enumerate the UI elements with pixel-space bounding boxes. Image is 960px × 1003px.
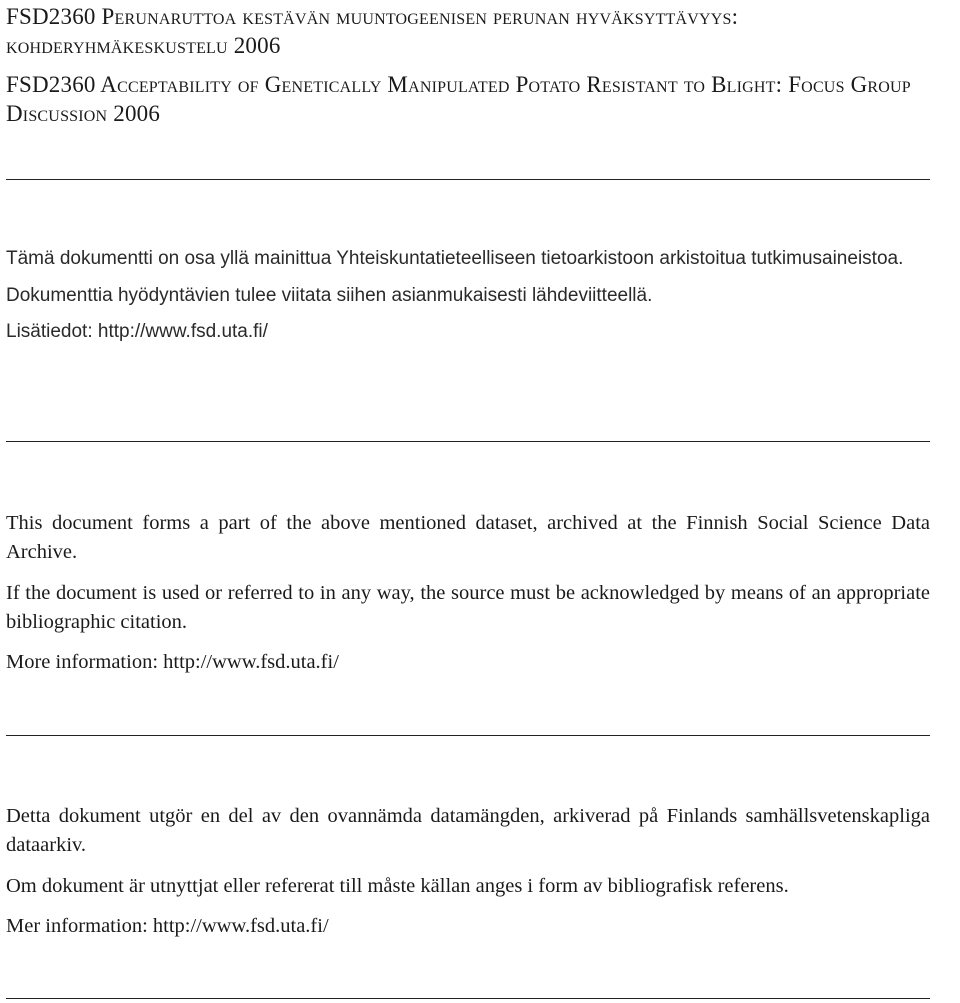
swedish-notice-paragraph: Detta dokument utgör en del av den ovannämda datamängden, arkiverad på Finlands samhällsvetenskapliga dataarkiv. <box>6 805 930 856</box>
divider-fi-en <box>6 441 930 442</box>
finnish-notice-paragraph: Tämä dokumentti on osa yllä mainittua Yhteiskuntatieteelliseen tietoarkistoon arkistoitua tutkimusaineistoa. <box>6 248 904 269</box>
divider-top <box>6 179 930 180</box>
divider-en-sv <box>6 735 930 736</box>
finnish-citation-paragraph: Dokumenttia hyödyntävien tulee viitata siihen asianmukaisesti lähdeviitteellä. <box>6 285 653 306</box>
swedish-more-info: Mer information: http://www.fsd.uta.fi/ <box>6 915 329 937</box>
english-more-info: More information: http://www.fsd.uta.fi/ <box>6 651 339 673</box>
divider-bottom <box>6 998 930 999</box>
english-notice-paragraph: This document forms a part of the above mentioned dataset, archived at the Finnish Social Science Data Archive. <box>6 512 930 563</box>
swedish-notice <box>6 802 930 941</box>
english-citation-paragraph: If the document is used or referred to in any way, the source must be acknowledged by means of an appropriate bibliographic citation. <box>6 582 930 633</box>
finnish-more-info: Lisätiedot: http://www.fsd.uta.fi/ <box>6 321 268 342</box>
finnish-notice <box>6 244 930 346</box>
title-english: FSD2360 Acceptability of Genetically Manipulated Potato Resistant to Blight: Focus Group Discussion 2006 <box>6 72 911 126</box>
english-notice <box>6 509 930 677</box>
title-finnish: FSD2360 Perunaruttoa kestävän muuntogeenisen perunan hyväksyttävyys: kohderyhmäkeskustelu 2006 <box>6 4 739 58</box>
swedish-citation-paragraph: Om dokument är utnyttjat eller refererat till måste källan anges i form av bibliografisk referens. <box>6 875 789 897</box>
